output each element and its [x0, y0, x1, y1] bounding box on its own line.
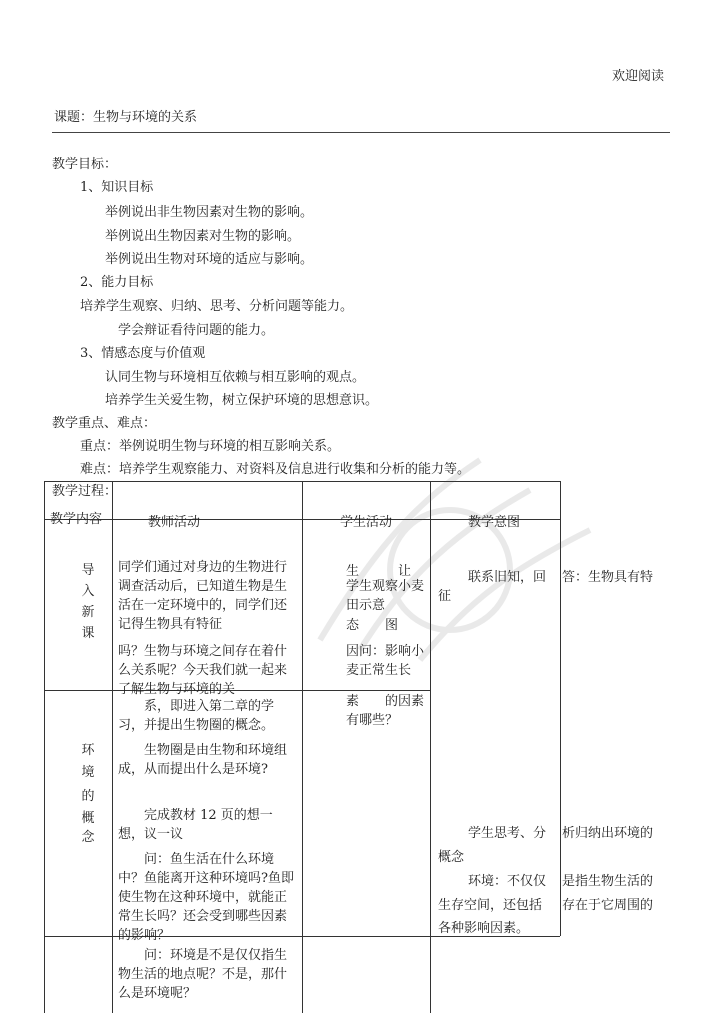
concept-content-char: 念	[81, 830, 95, 845]
table-border	[302, 481, 303, 1013]
concept-intent-text: 环境：不仅仅	[468, 874, 547, 889]
knowledge-goal-item: 举例说出生物因素对生物的影响。	[105, 229, 301, 244]
table-border	[44, 481, 45, 1013]
header-welcome-text: 欢迎阅读	[612, 69, 665, 84]
ability-goal-item: 学会辩证看待问题的能力。	[118, 323, 275, 338]
header-intent: 教学意图	[468, 515, 521, 530]
intro-intent-overflow: 答：生物具有特	[562, 570, 654, 585]
concept-teacher-text: 系，即进入第二章的学习，并提出生物圈的概念。	[118, 699, 275, 733]
last-teacher-text: 问：环境是不是仅仅指生物生活的地点呢？不是，那什么是环境呢？	[118, 948, 288, 1001]
concept-intent-text: 概念	[438, 850, 465, 865]
intro-student-text: 学生观察小麦田示意	[346, 579, 425, 613]
concept-teacher-text: 完成教材 12 页的想一想，议一议	[118, 808, 273, 842]
intro-intent-text: 联系旧知，回	[468, 570, 547, 585]
header-student: 学生活动	[340, 515, 393, 530]
knowledge-goal-item: 举例说出非生物因素对生物的影响。	[105, 205, 314, 220]
concept-intent-text: 学生思考、分	[468, 826, 547, 841]
header-content: 教学内容	[50, 512, 103, 527]
concept-intent-overflow: 是指生物生活的	[562, 874, 654, 889]
intro-student-text: 素 的因素有哪些？	[346, 694, 425, 728]
knowledge-goal-item: 举例说出生物对环境的适应与影响。	[105, 252, 314, 267]
table-border	[560, 481, 561, 936]
table-border	[430, 481, 431, 1013]
watermark-stamp	[300, 420, 620, 680]
concept-content-char: 的	[81, 789, 95, 804]
intro-content-char: 课	[81, 626, 95, 641]
intro-student-text: 态 图	[346, 618, 399, 633]
intro-content-char: 导	[81, 563, 95, 578]
difficulty-point: 难点：培养学生观察能力、对资料及信息进行收集和分析的能力等。	[80, 462, 471, 477]
concept-intent-text: 生存空间，还包括	[438, 898, 543, 913]
concept-intent-overflow: 析归纳出环境的	[562, 826, 654, 841]
intro-student-text: 生 让	[346, 564, 412, 579]
objectives-heading: 教学目标：	[52, 157, 118, 172]
ability-goal-title: 2、能力目标	[80, 275, 154, 290]
intro-content-char: 入	[81, 584, 95, 599]
concept-intent-text: 各种影响因素。	[438, 921, 530, 936]
course-title: 课题：生物与环境的关系	[54, 110, 198, 125]
process-label: 教学过程：	[52, 484, 118, 499]
header-teacher: 教师活动	[148, 515, 201, 530]
emotion-goal-item: 认同生物与环境相互依赖与相互影响的观点。	[105, 370, 366, 385]
table-border	[112, 481, 113, 1013]
concept-teacher-text: 问：鱼生活在什么环境中？鱼能离开这种环境吗?鱼即使生物在这种环境中，就能正常生长吗？还会受到哪些因素的影响？	[118, 852, 294, 943]
intro-intent-text: 征	[438, 589, 452, 604]
ability-goal-item: 培养学生观察、归纳、思考、分析问题等能力。	[80, 299, 354, 314]
concept-intent-overflow: 存在于它周围的	[562, 898, 654, 913]
concept-content-char: 环	[81, 743, 95, 758]
title-divider	[52, 132, 670, 133]
intro-teacher-text: 吗？生物与环境之间存在着什么关系呢？今天我们就一起来了解生物与环境的关	[118, 644, 288, 697]
focus-point: 重点：举例说明生物与环境的相互影响关系。	[80, 439, 341, 454]
concept-content-char: 概	[81, 811, 95, 826]
key-points-heading: 教学重点、难点：	[52, 416, 157, 431]
intro-teacher-text: 同学们通过对身边的生物进行调查活动后，已知道生物是生活在一定环境中的，同学们还记得生物具有特征	[118, 560, 288, 632]
intro-content-char: 新	[81, 605, 95, 620]
emotion-goal-title: 3、情感态度与价值观	[80, 346, 206, 361]
concept-teacher-text: 生物圈是由生物和环境组成，从而提出什么是环境?	[118, 743, 288, 777]
knowledge-goal-title: 1、知识目标	[80, 180, 154, 195]
concept-content-char: 境	[81, 765, 95, 780]
emotion-goal-item: 培养学生关爱生物，树立保护环境的思想意识。	[105, 393, 379, 408]
intro-student-text: 因问：影响小麦正常生长	[346, 644, 425, 678]
